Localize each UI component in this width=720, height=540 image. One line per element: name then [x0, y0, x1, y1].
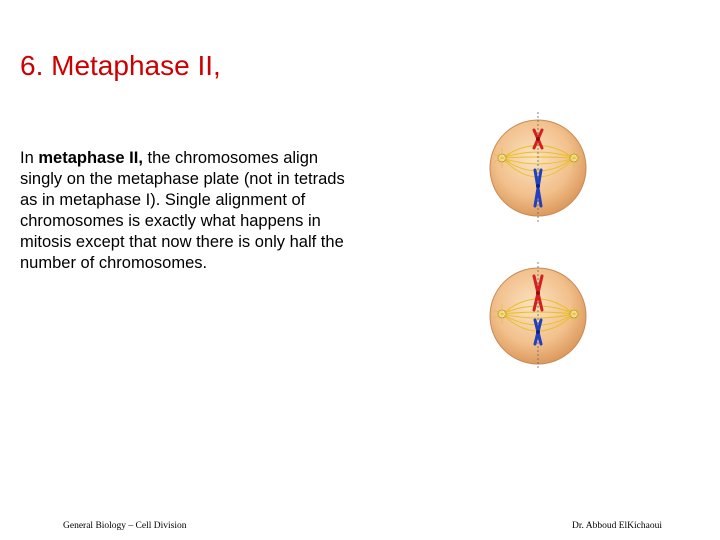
body-rest: the chromosomes align singly on the metaphase plate (not in tetrads as in metaphase I). Single alignment of chromosomes is exactly what happens in mitosis except that now there is only half the number of chromosomes. [20, 149, 345, 272]
slide-title: 6. Metaphase II, [20, 50, 221, 81]
footer-author-label: Dr. Abboud ElKichaoui [572, 521, 662, 531]
metaphase-ii-cell-bottom-image [478, 256, 598, 376]
slide-body-text [20, 148, 350, 274]
metaphase-ii-cell-top-image [478, 108, 598, 228]
body-bold-term: metaphase II, [38, 149, 143, 167]
footer-course-label: General Biology – Cell Division [63, 521, 187, 531]
body-intro: In [20, 149, 39, 167]
